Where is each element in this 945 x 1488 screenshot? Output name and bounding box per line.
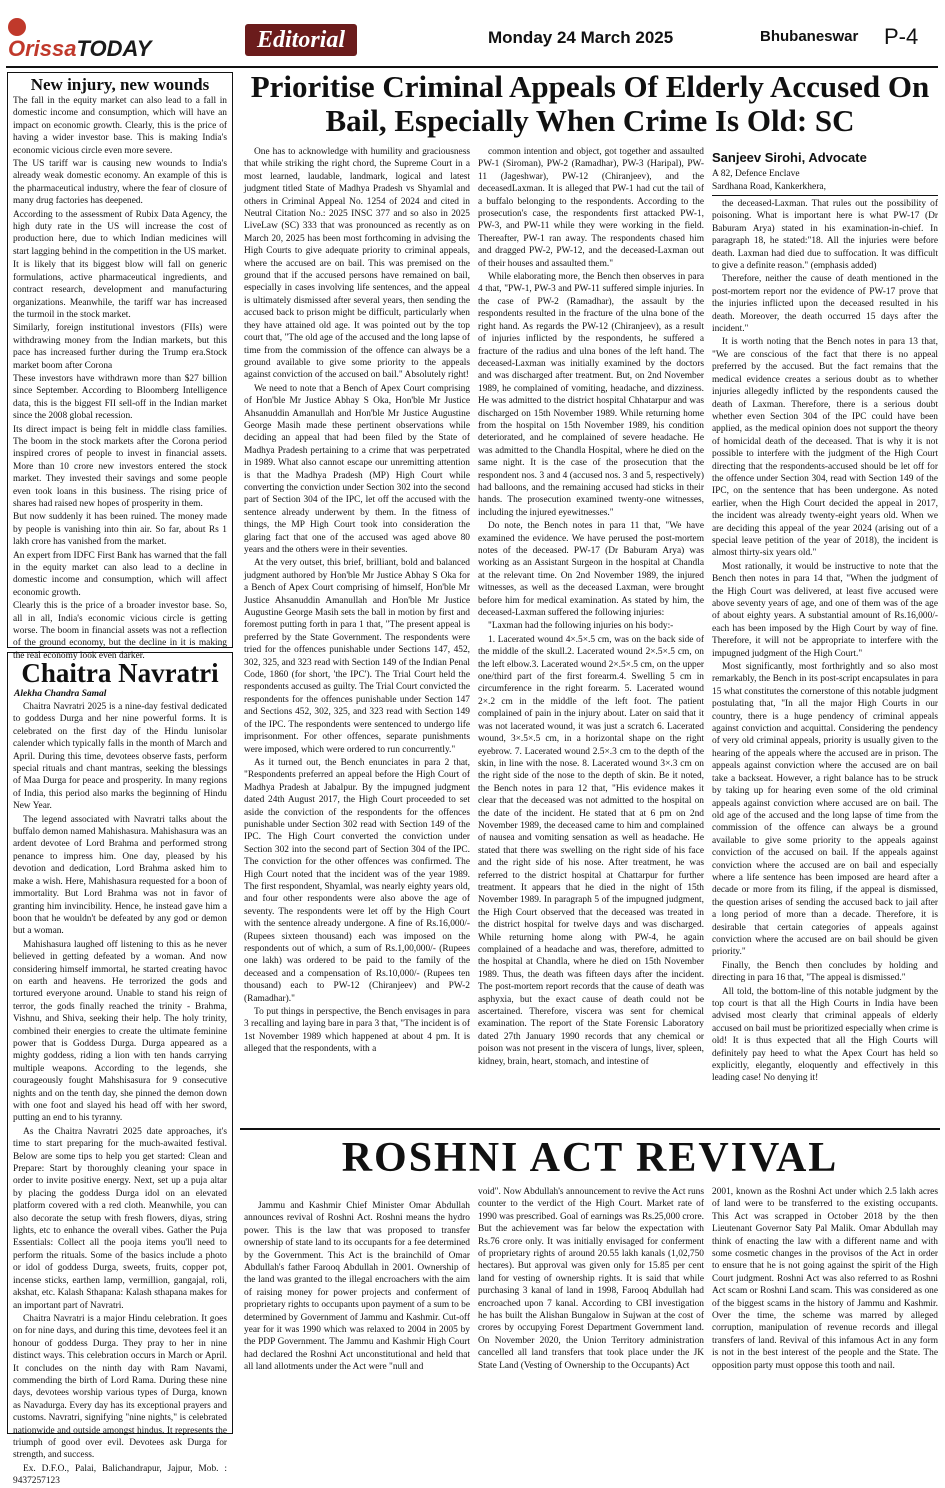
paragraph: As the Chaitra Navratri 2025 date approaches, it's time to start preparing for the much-awaited festival. Below are some tips to help you get started: Clean and Prepare: Start by thoroughly cleaning your space in order to invite positive energy. Next, set up a puja altar by placing the goddess Durga idol on an elevated platform covered with a red cloth. Meanwhile, you can also decorate the setup with fresh flowers, diyas, string lights, etc to enhance the overall vibes. Gather the Puja Essentials: Collect all the pooja items you'll need to perform the rituals. Some of the basics include a photo or idol of goddess Durga, sweets, fruits, copper pot, incense sticks, earthen lamp, vermillion, gangajal, roli, akshat, etc. Kalash Sthapana: Kalash sthapana makes for an important part of Navratri. <box>13 1126 227 1311</box>
paragraph: Mahishasura laughed off listening to this as he never believed in getting defeated by a woman. And now considering himself immortal, he started creating havoc on earth and heavens. He terrorized the gods and tortured everyone around. Unable to stand his reign of terror, the gods finally reached the trinity - Brahma, Vishnu, and Shiva, seeking their help. The holy trinity, combined their energies to create the ultimate feminine power that is Goddess Durga. Durga appeared as a mighty goddess, riding a lion with ten hands carrying multiple weapons. According to the legends, she courageously fought Mahshisasura for 9 consecutive nights and on the tenth day, she pinned the demon down with one foot and slayed his head off with her sword, putting an end to his tyranny. <box>13 939 227 1124</box>
headline-line-2: Bail, Especially When Crime Is Old: SC <box>325 103 855 138</box>
paragraph: It is likely that its biggest blow will fall on generic formulations, active pharmaceutical ingredients, and contract research, development and manufacturing organizations. Meanwhile, the tariff war has increased the turmoil in the stock market. <box>13 260 227 320</box>
logo-emblem-icon <box>8 18 26 36</box>
logo-suffix: TODAY <box>76 36 152 62</box>
newspaper-logo <box>8 18 152 62</box>
section-banner: Editorial <box>245 24 357 56</box>
new-injury-body <box>13 95 227 661</box>
paragraph: But now suddenly it has been ruined. The money made by people is vanishing into thin air. So far, about Rs 1 lakh crore has vanished from the market. <box>13 512 227 548</box>
roshni-column-2: void". Now Abdullah's announcement to revive the Act runs counter to the verdict of the High Court. Market rate of 1990 was prescribed. Goal of earnings was Rs.25,000 crore. But the achievement was far below the expectation with Rs.76 crore only. It was initially envisaged for conferment of proprietary rights of around 20.55 lakh kanals (1,02,750 hectares). But approval was given only for 15.85 per cent land for vesting of ownership rights. It is said that while purchasing 3 kanal of land in 1998, Farooq Abdullah had encroached upon 7 kanal. According to CBI investigation he has built the Alishan Bungalow in Sujwan at the cost of crores by occupying Forest Department Government land. On November 2020, the Union Territory administration cancelled all land transfers that took place under the JK State Land (Vesting of Ownership to the Occupants) Act <box>478 1187 704 1371</box>
paragraph: The fall in the equity market can also lead to a fall in domestic income and consumption, which will have an impact on economic growth. Clearly, this is the price of having a wider investor base. This is making India's economic vicious circle even more severe. <box>13 96 227 156</box>
roshni-top-rule <box>240 1128 940 1130</box>
paragraph: Chaitra Navratri is a major Hindu celebration. It goes on for nine days, and during this time, devotees feel it an honour of goddess Durga. They pray to her in nine distinct ways. This celebration occurs in March or April. It concludes on the ninth day with Ram Navami, commending the birth of Lord Rama. During these nine days, devotees worship various types of Durga, known as Navadurga. Every day has its exceptional prayers and customs. Navratri, signifying "nine nights," is celebrated nationwide and outside amongst hindus. It represents the triumph of good over evil. Devotees ask Durga for strength, and success. <box>13 1313 227 1461</box>
paragraph: At the very outset, this brief, brilliant, bold and balanced judgment authored by Hon'ble Mr Justice Abhay S Oka for a Bench of Apex Court comprising of himself, Hon'ble Mr Justice Ahsanuddin Amanullah and Hon'ble Mr Justice Augustine George Masih sets the ball in motion by first and foremost putting forth in para 1 that, "The present appeal is preferred by the State Government. The respondents were tried for the offences punishable under Sections 147, 452, 302, 325, and 323 read with Section 149 of the Indian Penal Code, 1860 (for short, 'the IPC'). The Trial Court held the respondents accused as guilty. The Trial Court convicted the respondents for the offences punishable under Section 147 and Sections 452, 302, 325, and 323 read with Section 149 of the IPC. The respondents were sentenced to undergo life imprisonment. For other offences, separate punishments were imposed, which were ordered to run concurrently." <box>244 558 470 755</box>
paragraph: The legend associated with Navratri talks about the buffalo demon named Mahishasura. Mahishasura was an ardent devotee of Lord Brahma and performed strong penance to impress him. One day, pleased by his devotion and dedication, Lord Brahma asked him to make a wish. Here, Mahishasura requested for a boon of immortality. But Lord Brahma was not in favor of granting him invincibility. Hence, he instead gave him a boon that he wouldn't be defeated by any god or demon but a woman. <box>13 814 227 937</box>
chaitra-body <box>13 701 227 1487</box>
paragraph: As it turned out, the Bench enunciates in para 2 that, "Respondents preferred an appeal before the High Court of Madhya Pradesh at Jabalpur. By the impugned judgment dated 24th August 2017, the High Court proceeded to set aside the conviction of the respondents for the offences punishable under Section 302 read with Section 149 of the IPC. The High Court converted the conviction under Section 302 into the second part of Section 304 of the IPC. The conviction for the other offences was confirmed. The High Court noted that the incident was of the year 1989. The first respondent, Shyamlal, was nearly eighty years old, and four other respondents were also above the age of seventy. The respondents were let off by the High Court with the sentence already undergone. A fine of Rs.16,000/- (Rupees sixteen thousand) each was imposed on the respondents out of which, a sum of Rs.1,00,000/- (Rupees one lakh) was ordered to be paid to the family of the deceased and a compensation of Rs.10,000/- (Rupees ten thousand) each to PW-12 (Chiranjeev) and PW-2 (Ramadhar)." <box>244 757 470 1004</box>
paragraph: One has to acknowledge with humility and graciousness that while striking the right chord, the Supreme Court in a most learned, laudable, landmark, logical and latest judgment titled State of Madhya Pradesh vs Shyamlal and others in Criminal Appeal No. 1254 of 2024 and cited in Neutral Citation No.: 2025 INSC 377 and so also in 2025 LiveLaw (SC) 333 that was pronounced as recently as on March 20, 2025 has been most forthcoming in advising the High Courts to give adequate priority to criminal appeals, where the accused are on bail. This was premised on the ground that if the accused persons have remained on bail, especially in cases involving life sentences, and the appeal is ultimately dismissed after several years, then sending the accused back to prison might be difficult, particularly when they have attained old age. It was pointed out by the top court that, "The old age of the accused and the long lapse of time from the commission of the offence can always be a ground available to give some priority to the appeals against conviction of the accused on bail." Absolutely right! <box>244 147 470 381</box>
new-injury-title: New injury, new wounds <box>30 75 210 94</box>
main-column-2 <box>478 146 704 1124</box>
paragraph: Chaitra Navratri 2025 is a nine-day festival dedicated to goddess Durga and her nine powerful forms. It is celebrated on the first day of the Hindu lunisolar calender which typically falls in the month of March and April. During this time, devotees observe fasts, perform special rituals and chant mantras, seeking the blessings of Maa Durga for peace and prosperity. In many regions of India, this period also marks the beginning of Hindu New Year. <box>13 702 227 812</box>
author-address-1: A 82, Defence Enclave <box>712 169 800 179</box>
main-column-3 <box>712 198 938 1124</box>
paragraph: Therefore, neither the cause of death mentioned in the post-mortem report nor the evidence of PW-17 prove that the injuries inflicted upon the deceased resulted in his death. Moreover, the death occurred 15 days after the incident." <box>712 274 938 335</box>
paragraph: the deceased-Laxman. That rules out the possibility of poisoning. What is important here is what PW-17 (Dr Baburam Arya) stated in his examination-in-chief. In paragraph 18, he stated:"18. All the injuries were before death. Laxman had died due to suffocation. It was difficult to give a definite reason." (emphasis added) <box>712 199 938 272</box>
chaitra-navratri-title: Chaitra Navratri <box>21 658 219 688</box>
paragraph: We need to note that a Bench of Apex Court comprising of Hon'ble Mr Justice Abhay S Oka, Hon'ble Mr Justice Ahsanuddin Amanullah and Hon'ble Mr Justice Augustine George Masih made these pertinent observations while deciding an appeal that had been filed by the State of Madhya Pradesh pertaining to a crime that was perpetrated in 1989. What also cannot escape our unremitting attention is that the Madhya Pradesh (MP) High Court while converting the conviction under Section 302 into the second part of Section 304 of the IPC, let off the accused with the sentence already underwent by them. In the fitness of things, the MP High Court took into consideration the glaring fact that one of the accused was aged above 80 years and the others were in their seventies. <box>244 383 470 555</box>
byline-rule <box>712 195 938 196</box>
main-headline <box>240 70 940 138</box>
paragraph: 1. Lacerated wound 4×.5×.5 cm, was on the back side of the middle of the skull.2. Lacerated wound 2×.5×.5 cm, on the left elbow.3. Lacerated wound 2×.5×.5 cm, on the upper one/third part of the first forearm.4. Swelling 5 cm in circumference in the right forearm. 5. Lacerated wound 2×.2 cm in the middle of the left foot. The patient complained of pain in the injury about. Later on said that it was not lacerated wound, it was just a scratch 6. Lacerated wound, 3×.5×.5 cm, in a horizontal shape on the right eyebrow. 7. Lacerated wound 2.5×.3 cm to the depth of the skin, in line with the nose. 8. Lacerated wound 3×.3 cm on the right side of the nose to the depth of skin. Be it noted, the Bench notes in para 12 that, "His evidence makes it clear that the deceased was not admitted to the hospital on the date of the incident. He stated that at 6 pm on 2nd November 1989, the deceased came to him and complained of nausea and vomiting sensation as well as headache. He stated that there was swelling on the right side of his face and the right side of his nose. After treatment, he was referred to the district hospital at Chattarpur for further treatment. It appears that he died in the night of 15th November 1989. In paragraph 5 of the impugned judgment, the High Court observed that the deceased was treated in the district hospital for twelve days and was discharged. While returning home along with PW-4, he again complained of a headache and was, therefore, admitted to the hospital at Chandla, where he died on 15th November 1989. Thus, the death was fifteen days after the incident. The post-mortem report records that the cause of death was asphyxia, but the exact cause of death could not be ascertained. Therefore, viscera was sent for chemical examination. The report of the State Forensic Laboratory dated 27th January 1990 records that any chemical or poison was not present in the viscera of lungs, liver, spleen, kidney, brain, heart, stomach, and intestine of <box>478 634 704 1067</box>
paragraph: Ex. D.F.O., Palai, Balichandrapur, Jajpur, Mob. : 9437257123 <box>13 1463 227 1487</box>
main-column-1 <box>244 146 470 1124</box>
roshni-column-1: Jammu and Kashmir Chief Minister Omar Abdullah announces revival of Roshni Act. Roshni means the hydro power. This is the law that was proposed to transfer ownership of state land to its occupants for a fee determined by the Government. This Act is the brainchild of Omar Abdullah's father Farooq Abdullah in 2001. Ownership of the land was granted to the illegal encroachers with the aim of raising money for power projects and conferment of proprietary rights to occupants upon payment of a sum to be determined by Government of Jammu and Kashmir. Cut-off year for it was 1990 which was relaxed to 2004 in 2005 by the PDP Government. The Jammu and Kashmir High Court had declared the Roshni Act unconstitutional and held that all land allotments under the Act were "null and <box>244 1201 470 1373</box>
logo-prefix: Orissa <box>8 36 77 62</box>
issue-date: Monday 24 March 2025 <box>488 28 674 47</box>
headline-line-1: Prioritise Criminal Appeals Of Elderly Accused On <box>250 69 930 104</box>
masthead <box>0 0 945 66</box>
paragraph: While elaborating more, the Bench then observes in para 4 that, "PW-1, PW-3 and PW-11 suffered simple injuries. In the case of PW-2 (Ramadhar), the assault by the respondents resulted in the fracture of the ulna bone of the right hand. As regards the PW-12 (Chiranjeev), as a result of injuries inflicted by the respondents, he suffered a fracture of the radius and ulna bones of the left hand. The deceased-Laxman was initially examined by the doctors and was discharged after treatment. But, on 2nd November 1989, he complained of vomiting, headache, and dizziness. He was admitted to the district hospital Chhatarpur and was discharged on 15th November 1989. While returning home from the hospital on 15th November 1989, his condition deteriorated, and he complained of severe headache. He was admitted to the Chandla Hospital, where he died on the same night. It is the case of the prosecution that the respondent nos. 3 and 4 (accused nos. 3 and 5, respectively) had balloons, and the remaining accused had sticks in their hands. The prosecution examined twenty-one witnesses, including the injured eyewitnesses." <box>478 272 704 518</box>
author-byline: Sanjeev Sirohi, Advocate <box>712 150 867 165</box>
paragraph: An expert from IDFC First Bank has warned that the fall in the equity market can also lead to a decline in domestic income and consumption, which will affect economic growth. <box>13 550 227 598</box>
roshni-column-3: 2001, known as the Roshni Act under which 2.5 lakh acres of land were to be transferred to the existing occupants. This Act was scrapped in October 2018 by the then Lieutenant Governor Saty Pal Malik. Omar Abdullah may think of enacting the law with a different name and with some cosmetic changes in the provisos of the Act in order to ensure that he is not going against the spirit of the High Court judgment. Roshni Act was also referred to as Roshni Act scam or Roshni Land scam. This was considered as one of the biggest scams in the history of Jammu and Kashmir. Over the time, the scheme was marred by alleged corruption, manipulation of revenue records and illegal transfers of land. Revival of this infamous Act in any form is not in the best interest of the people and the State. The opposition party must oppose this tooth and nail. <box>712 1187 938 1371</box>
author-address-2: Sardhana Road, Kankerkhera, <box>712 182 826 192</box>
paragraph: The US tariff war is causing new wounds to India's already weak domestic economy. An example of this is the pharmaceutical industry, where the fear of closure of many drug factories has deepened. <box>13 159 227 207</box>
paragraph: According to the assessment of Rubix Data Agency, the high duty rate in the US will increase the cost of production here, due to which Indian medicines will start lagging behind in the competition in the US market. <box>13 209 227 257</box>
paragraph: common intention and object, got together and assaulted PW-1 (Siroman), PW-2 (Ramadhar), PW-3 (Haripal), PW-11 (Jageshwar), PW-12 (Chiranjeev), and the deceasedLaxman. It is alleged that PW-1 had cut the tail of a buffalo belonging to the respondents. According to the prosecution's case, the respondents first attacked PW-1, PW-3, and PW-11 while they were working in the field. Thereafter, PW-1 ran away. The respondents chased him and dragged PW-2, PW-12, and the deceased-Laxman out of their houses and assaulted them." <box>478 147 704 269</box>
paragraph: Similarly, foreign institutional investors (FIIs) were withdrawing money from the Indian markets, but this pace has increased further during the Trump era.Stock market boom after Corona <box>13 323 227 371</box>
new-injury-box <box>7 72 233 661</box>
paragraph: It is worth noting that the Bench notes in para 13 that, "We are conscious of the fact that there is no appeal preferred by the accused. But the fact remains that the medical evidence creates a serious doubt as to whether injuries allegedly inflicted by the respondents caused the death of Laxman. Therefore, there is a serious doubt whether even Section 304 of the IPC could have been applied, as the medical opinion does not support the theory of homicidal death of the deceased. That is why it is not possible to interfere with the judgment of the High Court directing that the respondents-accused should be let off for the offence under Section 304, read with Section 149 of the IPC, on the sentence that has been undergone. As noted earlier, when the High Court decided the appeal in 2017, the incident was already twenty-eight years old. When we are deciding this appeal of the year 2024 (arising out of a special leave petition of the year of 2018), the incident is almost thirty-six years old." <box>712 337 938 559</box>
chaitra-navratri-box <box>7 652 233 1487</box>
paragraph: Finally, the Bench then concludes by holding and directing in para 16 that, "The appeal is dismissed." <box>712 960 938 984</box>
page-number: P-4 <box>884 24 919 49</box>
paragraph: "Laxman had the following injuries on his body:- <box>488 621 674 632</box>
paragraph: Most significantly, most forthrightly and so also most remarkably, the Bench in its post-script encapsulates in para 15 what constitutes the cornerstone of this notable judgment postulating that, "In all the major High Courts in our country, there is a huge pendency of criminal appeals against conviction and acquittal. Considering the pendency of very old criminal appeals, priority is usually given to the hearing of the appeals where the accused are in prison. The appeals against conviction where the accused are on bail take a backseat. However, a right balance has to be struck by taking up for hearing even some of the old criminal appeals against conviction where accused are on bail. The old age of the accused and the long lapse of time from the commission of the offence can always be a ground available to give some priority to the appeals against conviction of the accused on bail. If the appeals against conviction where the accused are on bail and especially where a life sentence has been imposed are heard after a decade or more from its filing, if the appeal is dismissed, the question arises of sending the accused back to jail after a long period of more than a decade. Therefore, it is desirable that certain categories of appeals against conviction where the accused are on bail should be given priority." <box>712 662 938 958</box>
paragraph: All told, the bottom-line of this notable judgment by the top court is that all the High Courts in India have been advised most clearly that criminal appeals of elderly accused on bail must be prioritized especially when crime is old! It is thus expected that all the High Courts will definitely pay heed to what the Apex Court has held so explicitly, elegantly, eloquently and effectively in this leading case! No denying it! <box>712 986 938 1084</box>
paragraph: Clearly this is the price of a broader investor base. So, all in all, India's economic vicious circle is getting worse. The boom in financial assets was not a reflection of the ground economy, but the decline in it is making the real economy look even darker. <box>13 601 227 661</box>
header-rule <box>6 66 938 68</box>
paragraph: Do note, the Bench notes in para 11 that, "We have examined the evidence. We have perused the post-mortem notes of the deceased. PW-17 (Dr Baburam Arya) was working as an Assistant Surgeon in the hospital at Chandla at the relevant time. On 2nd November 1989, the injured witnesses, as well as the deceased Laxman, were brought before him for medical examination. As stated by him, the deceased-Laxman suffered the following injuries: <box>478 521 704 619</box>
paragraph: To put things in perspective, the Bench envisages in para 3 recalling and laying bare in para 3 that, "The incident is of 1st November 1989 which happened at about 4 pm. It is alleged that the respondents, with a <box>244 1007 470 1055</box>
paragraph: Most rationally, it would be instructive to note that the Bench then notes in para 14 that, "When the judgment of the High Court was delivered, at least five accused were above seventy years of age, and one of them was of the age of about eighty years. A substantial amount of Rs.16,000/- each has been imposed by the High Court by way of fine. Therefore, it will not be appropriate to interfere with the impugned judgment of the High Court." <box>712 561 938 659</box>
edition-city: Bhubaneswar <box>760 28 859 45</box>
paragraph: Its direct impact is being felt in middle class families. The boom in the stock markets after the Corona period inspired crores of people to invest in financial assets. More than 10 crore new investors entered the stock market. They invested their savings and some people even took loans in this business. The rising price of shares had raised new hopes of prosperity in them. <box>13 424 227 509</box>
roshni-title: ROSHNI ACT REVIVAL <box>341 1135 839 1181</box>
paragraph: These investors have withdrawn more than $27 billion since September. According to Bloomberg Intelligence data, this is the biggest FII sell-off in the Indian market since the 2008 global recession. <box>13 373 227 422</box>
chaitra-author: Alekha Chandra Samal <box>14 689 107 699</box>
